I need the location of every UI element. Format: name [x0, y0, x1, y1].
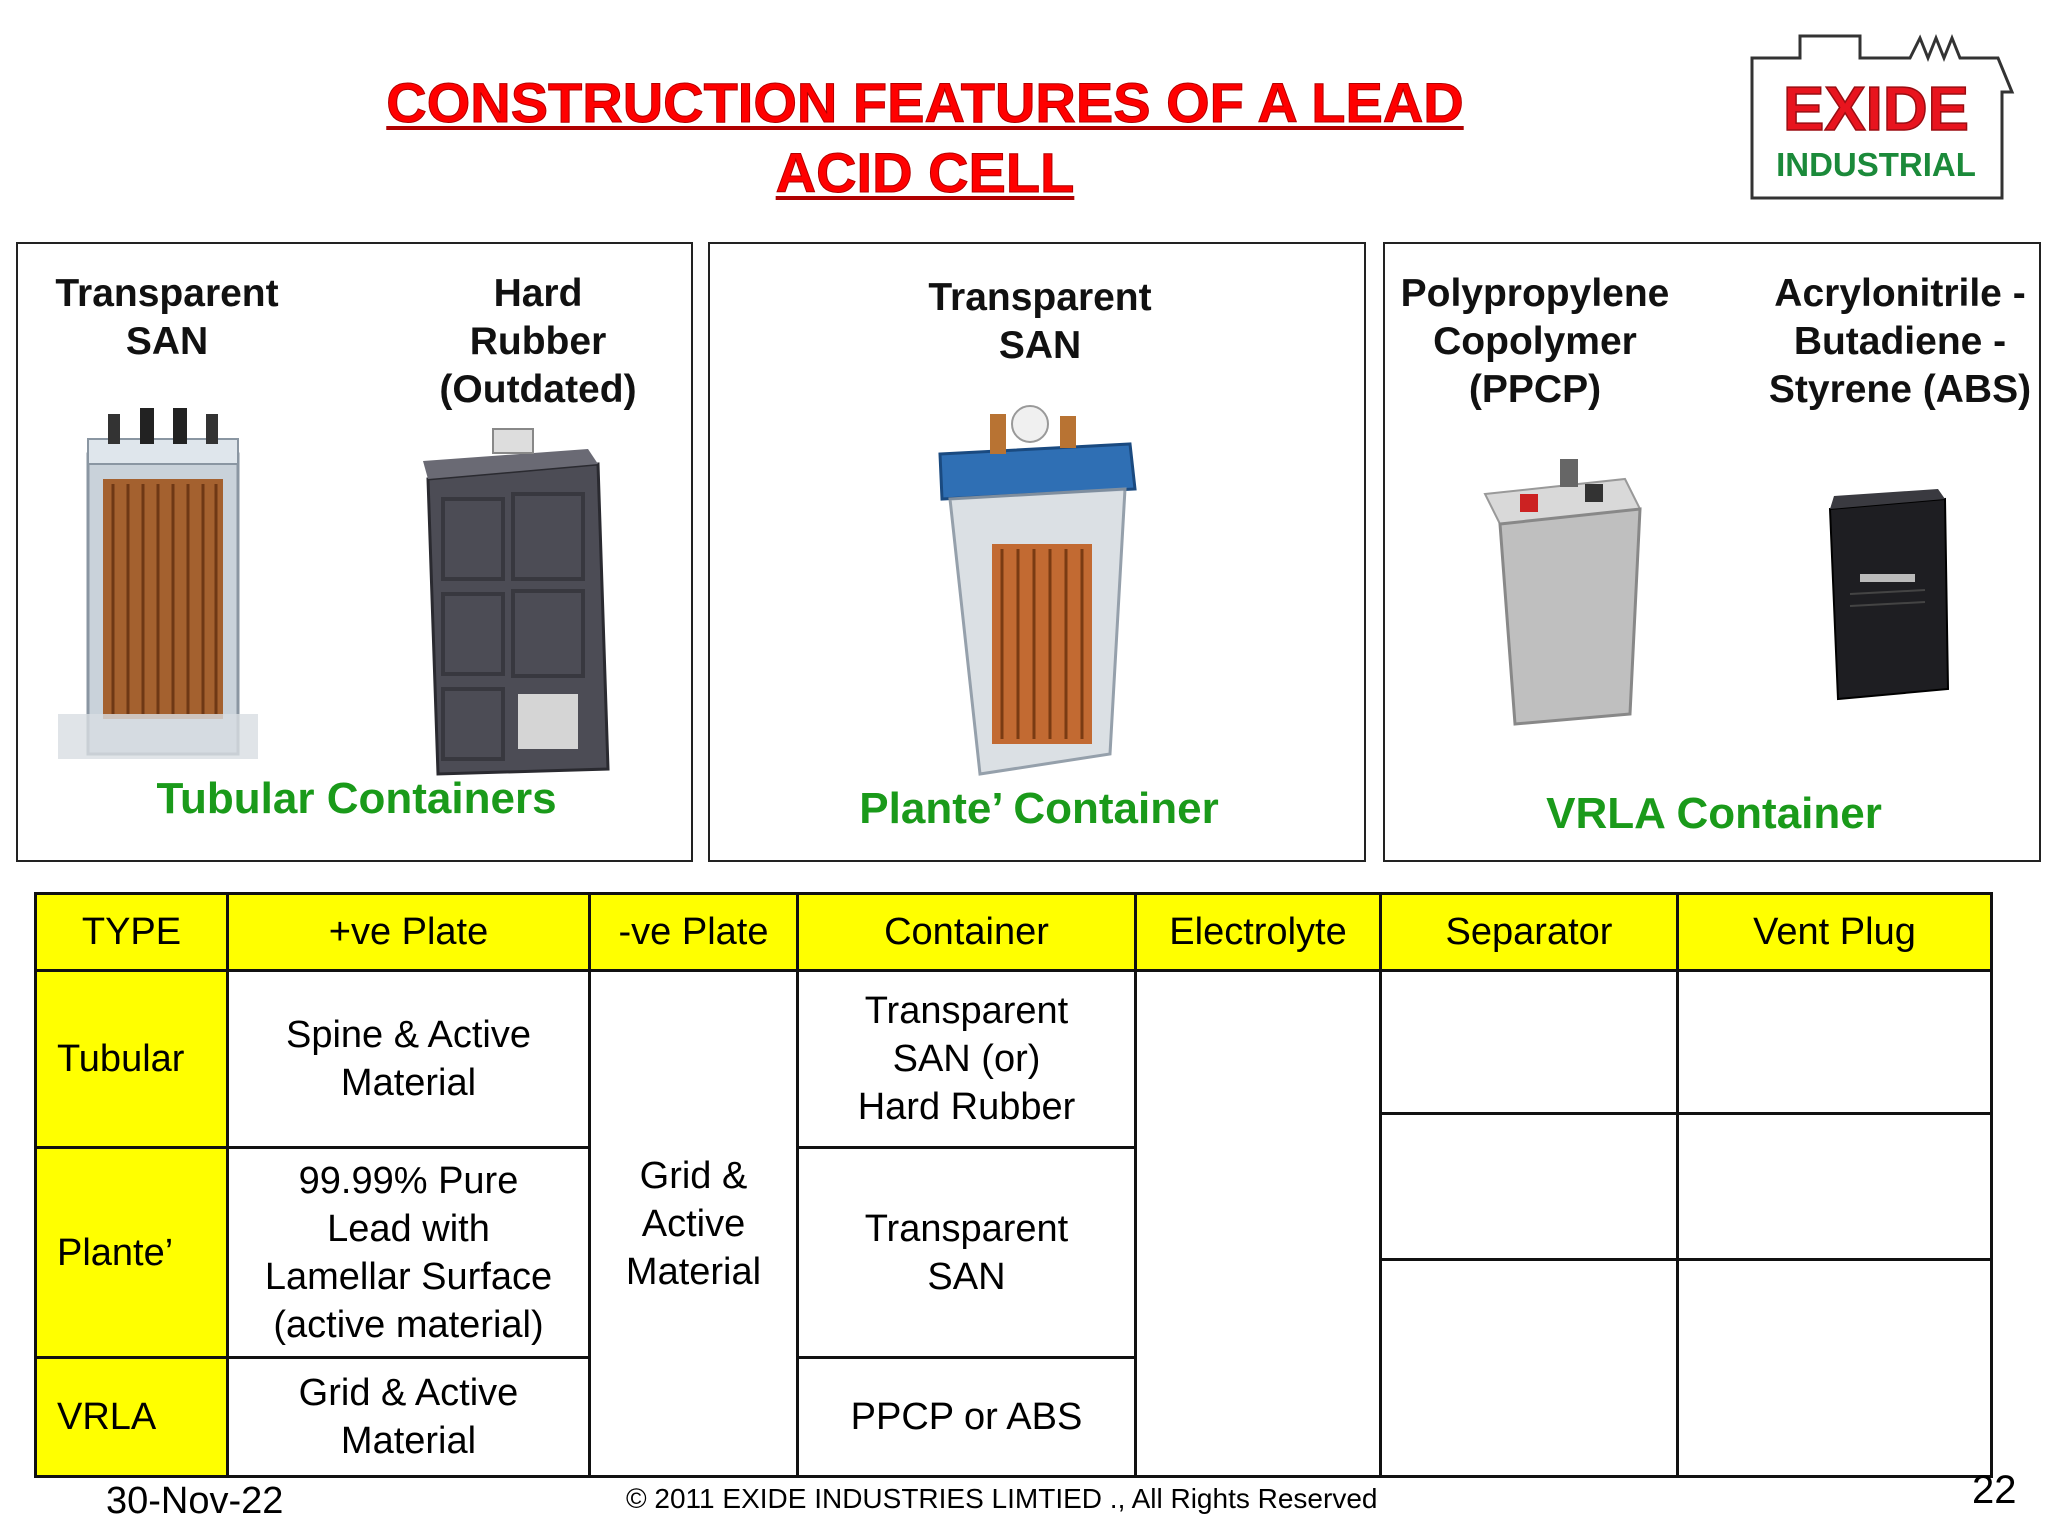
- cell-line: PPCP or ABS: [850, 1396, 1083, 1438]
- electrolyte-cell: [1136, 971, 1381, 1477]
- label-line: Transparent: [55, 272, 279, 315]
- label-line: SAN: [125, 320, 209, 363]
- label-line: Copolymer: [1433, 320, 1637, 363]
- cell-line: 99.99% Pure: [298, 1159, 519, 1202]
- tubular-container: [798, 971, 1136, 1148]
- plante-container-caption: Plante’ Container: [859, 784, 1219, 833]
- type-tubular: Tubular: [36, 971, 228, 1148]
- plante-battery-image: [930, 394, 1150, 794]
- plante-container-panel: [708, 242, 1366, 862]
- cell-line: Grid & Active: [298, 1372, 519, 1414]
- label-line: (Outdated): [439, 368, 637, 411]
- plante-container: [798, 1148, 1136, 1358]
- label-line: Polypropylene: [1400, 272, 1670, 315]
- cell-line: Transparent: [864, 1207, 1069, 1250]
- header-container: Container: [798, 894, 1136, 971]
- panel3-label-abs: [1760, 270, 2040, 414]
- logo-word-industrial: INDUSTRIAL: [1776, 146, 1976, 183]
- vrla-positive-plate: [228, 1358, 590, 1477]
- panel3-label-ppcp: [1385, 270, 1685, 414]
- header-separator: Separator: [1381, 894, 1678, 971]
- vent-plug-cell-2: [1678, 1114, 1992, 1260]
- cell-line: Lead with: [327, 1207, 490, 1250]
- ppcp-battery-image: [1465, 449, 1665, 729]
- logo-word-exide: EXIDE: [1782, 75, 1970, 144]
- label-line: Hard: [493, 272, 583, 315]
- panel1-label-hard-rubber: [408, 270, 668, 414]
- label-line: Butadiene -: [1793, 320, 2007, 363]
- table-header-row: [36, 894, 1992, 971]
- cell-line: Active: [641, 1202, 746, 1245]
- header-electrolyte: Electrolyte: [1136, 894, 1381, 971]
- vent-plug-cell-1: [1678, 971, 1992, 1114]
- label-line: Styrene (ABS): [1768, 368, 2032, 411]
- table-row-tubular: [36, 971, 1992, 1114]
- cell-line: Material: [625, 1250, 762, 1293]
- cell-line: Spine & Active: [285, 1014, 532, 1056]
- separator-cell-1: [1381, 971, 1678, 1114]
- label-line: Transparent: [928, 276, 1152, 319]
- cell-line: (active material): [273, 1303, 544, 1346]
- panel1-label-transparent-san: [32, 270, 302, 366]
- exide-industrial-logo: [1740, 28, 2020, 206]
- slide-title: [230, 68, 1620, 208]
- panel2-label-transparent-san: [890, 274, 1190, 370]
- vrla-container-panel: [1383, 242, 2041, 862]
- type-plante: Plante’: [36, 1148, 228, 1358]
- tubular-positive-plate: [228, 971, 590, 1148]
- title-line-2: ACID CELL: [775, 141, 1075, 204]
- cell-line: SAN: [927, 1255, 1006, 1298]
- header-type: TYPE: [36, 894, 228, 971]
- label-line: Acrylonitrile -: [1774, 272, 2026, 315]
- type-vrla: VRLA: [36, 1358, 228, 1477]
- vrla-container-caption: VRLA Container: [1546, 789, 1882, 838]
- tubular-containers-panel: [16, 242, 693, 862]
- separator-cell-2: [1381, 1114, 1678, 1260]
- abs-battery-image: [1820, 484, 1960, 714]
- vrla-container: [798, 1358, 1136, 1477]
- header-positive-plate: +ve Plate: [228, 894, 590, 971]
- header-vent-plug: Vent Plug: [1678, 894, 1992, 971]
- plante-positive-plate: [228, 1148, 590, 1358]
- label-line: (PPCP): [1468, 368, 1602, 411]
- cell-line: Material: [340, 1420, 477, 1462]
- separator-cell-3: [1381, 1260, 1678, 1477]
- transparent-san-tubular-battery-image: [48, 394, 268, 774]
- title-line-1: CONSTRUCTION FEATURES OF A LEAD: [386, 71, 1464, 134]
- page-number: 22: [1972, 1468, 2017, 1512]
- hard-rubber-battery-image: [398, 419, 628, 779]
- label-line: Rubber: [469, 320, 607, 363]
- cell-line: SAN (or): [892, 1038, 1041, 1080]
- cell-line: Material: [340, 1062, 477, 1104]
- header-negative-plate: -ve Plate: [590, 894, 798, 971]
- tubular-containers-caption: Tubular Containers: [156, 774, 557, 823]
- vent-plug-cell-3: [1678, 1260, 1992, 1477]
- construction-features-table: [34, 892, 1993, 1478]
- cell-line: Lamellar Surface: [264, 1255, 553, 1298]
- footer-date: 30-Nov-22: [106, 1480, 284, 1522]
- cell-line: Hard Rubber: [857, 1086, 1076, 1128]
- cell-line: Grid &: [639, 1154, 748, 1197]
- cell-line: Transparent: [864, 990, 1069, 1032]
- negative-plate-cell: [590, 971, 798, 1477]
- label-line: SAN: [998, 324, 1082, 367]
- footer-copyright: © 2011 EXIDE INDUSTRIES LIMTIED ., All Rights Reserved: [626, 1483, 1378, 1514]
